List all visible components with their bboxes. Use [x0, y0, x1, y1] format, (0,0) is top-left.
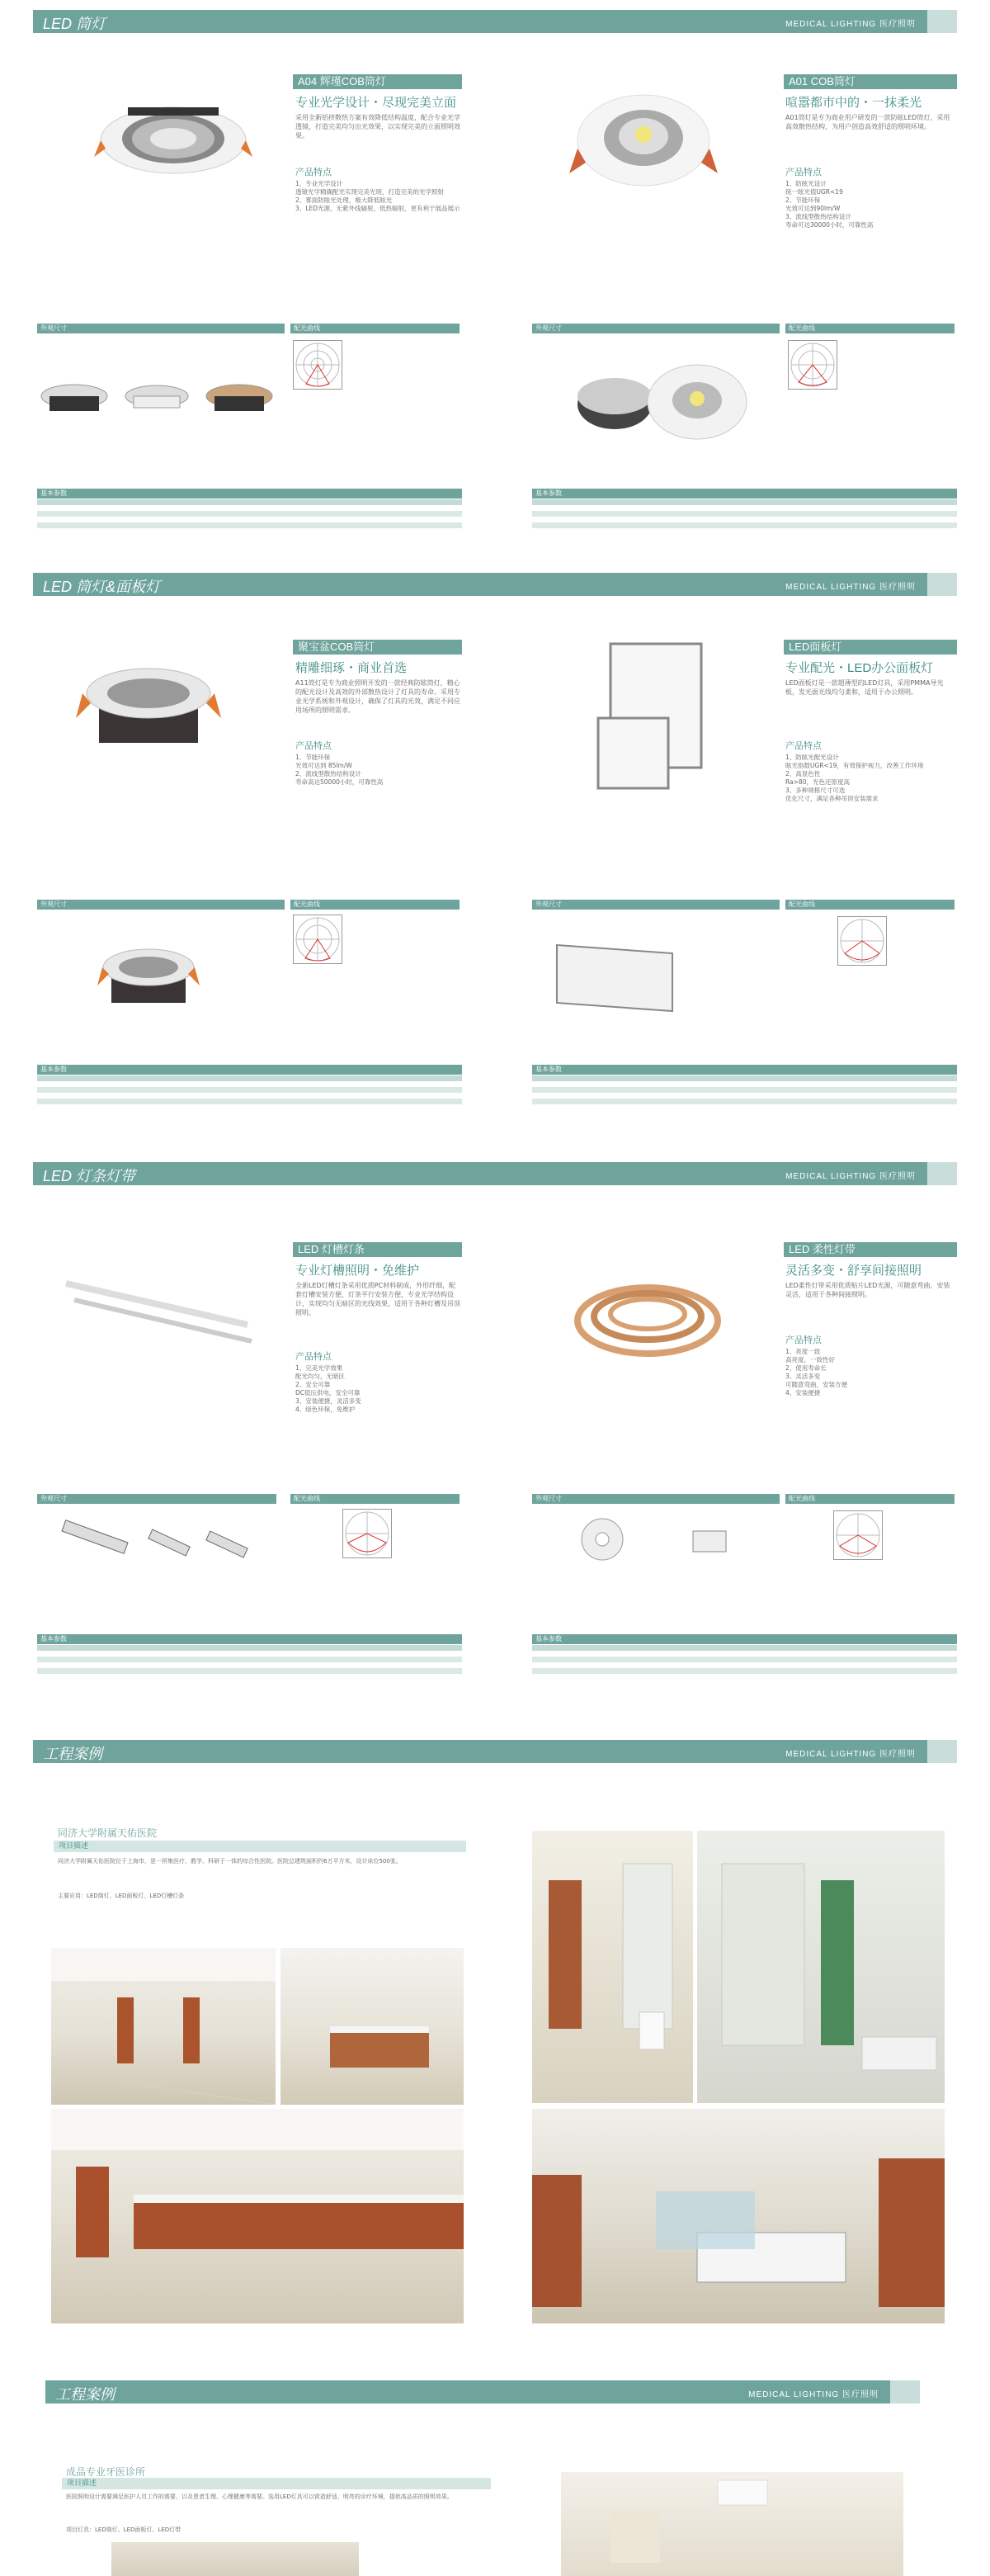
groove-light-bar-image: [58, 1275, 256, 1349]
section-case-dental: [0, 2377, 990, 2576]
product-title-bar: LED 灯槽灯条: [293, 1242, 462, 1257]
features-list: 1、节能环保 光效可达到 85lm/W 2、流线型散热结构设计 寿命高达50000小时，可靠性高: [295, 754, 384, 786]
product-slogan: 喧嚣都市中的・一抹柔光: [785, 96, 922, 110]
band-end-block: [927, 1162, 957, 1185]
downlight-jubaopen-image: [66, 652, 231, 759]
section-downlight: [0, 0, 990, 561]
curve-label: 配光曲线: [785, 324, 955, 333]
param-label: 基本参数: [37, 1634, 462, 1644]
downlight-a01-image: [561, 87, 726, 194]
param-table: [532, 1075, 957, 1110]
section-case-hospital: [0, 1733, 990, 2377]
dimension-label: 外观尺寸: [37, 900, 285, 910]
features-heading: 产品特点: [785, 167, 822, 177]
section-band: [33, 1740, 957, 1763]
light-distribution-curve: [837, 916, 887, 966]
section-subtitle: MEDICAL LIGHTING 医疗照明: [785, 1172, 916, 1181]
param-table: [37, 499, 462, 534]
features-list: 1、完美光学效果 配光均匀，无暗区 2、安全可靠 DC低压供电，安全可靠 3、安装便捷，灵活多变 4、绿色环保，免维护: [295, 1364, 361, 1413]
light-distribution-curve: [833, 1510, 883, 1560]
case-title: 同济大学附属天佑医院: [58, 1827, 158, 1839]
case-photo-reception: [280, 1948, 464, 2105]
features-list: 1、专业光学设计 透镜光学精确配光实现完美光斑，打造完美的光学照射 2、雾面防眩光处理，极大降低眩光 3、LED光源，无紫外线辐射，低热辐射，更有利于展品展示: [295, 180, 460, 212]
dimension-images: [91, 933, 206, 1015]
section-downlight-panel: [0, 561, 990, 1156]
product-description: A01筒灯是专为商业用户研发的一款防眩LED筒灯，采用高效散热结构，为用户创造高效舒适的照明环境。: [785, 114, 950, 130]
features-list: 1、防眩光设计 统一眩光值UGR<19 2、节能环保 光效可达到90lm/W 3、流线型散热结构设计 寿命可达30000小时，可靠性高: [785, 180, 874, 229]
section-subtitle: MEDICAL LIGHTING 医疗照明: [785, 20, 916, 29]
case-description: 同济大学附属天佑医院位于上海市，是一所集医疗、教学、科研于一体的综合性医院。医院总建筑面积约6万平方米，设计床位500张。: [58, 1858, 402, 1865]
features-heading: 产品特点: [785, 1335, 822, 1345]
light-distribution-curve: [293, 340, 342, 390]
dimension-label: 外观尺寸: [37, 1494, 276, 1504]
section-title: 工程案例: [55, 2386, 115, 2403]
dimension-label: 外观尺寸: [532, 900, 780, 910]
param-table: [532, 499, 957, 534]
dimension-label: 外观尺寸: [532, 324, 780, 333]
section-title: 工程案例: [43, 1746, 102, 1762]
product-title-bar: LED面板灯: [784, 640, 957, 655]
features-heading: 产品特点: [295, 167, 332, 177]
case-photo-nurse-station: [51, 2109, 464, 2323]
product-slogan: 专业配光・LED办公面板灯: [785, 661, 934, 675]
light-distribution-curve: [788, 340, 837, 390]
product-description: A11筒灯是专为商业照明开发的一款经典防眩筒灯，精心的配光设计及高效的外部散热设计了灯具的寿命。采用专业光学系统和外观设计，确保了灯具的光效，满足不同应用场所的照明需求。: [295, 679, 460, 714]
light-distribution-curve: [293, 915, 342, 964]
case-title: 成品专业牙医诊所: [66, 2466, 146, 2478]
param-label: 基本参数: [37, 489, 462, 499]
curve-label: 配光曲线: [785, 900, 955, 910]
product-slogan: 专业灯槽照明・免维护: [295, 1264, 420, 1278]
product-title-bar: A04 辉瑾COB筒灯: [293, 74, 462, 89]
section-title: LED 灯条灯带: [43, 1168, 136, 1184]
product-title-bar: 聚宝盆COB筒灯: [293, 640, 462, 655]
section-band: [33, 573, 957, 596]
curve-label: 配光曲线: [290, 324, 460, 333]
panel-light-image: [594, 640, 726, 796]
section-band: [33, 10, 957, 33]
band-end-block: [890, 2380, 920, 2403]
case-photo-corridor: [51, 1948, 276, 2105]
case-fixtures: 主要应用：LED筒灯、LED面板灯、LED灯槽灯条: [58, 1893, 185, 1899]
dimension-images: [37, 376, 276, 421]
features-list: 1、亮度一致 高亮度，一致性好 2、使用寿命长 3、灵活多变 可随意弯曲，安装方便 4、安装便捷: [785, 1348, 847, 1397]
features-heading: 产品特点: [295, 740, 332, 751]
product-description: 采用全新铝挤散热方案有效降低结构温度，配合专业光学透镜，打造完美均匀出光效果，以实现完美的立面照明效果。: [295, 114, 460, 139]
band-end-block: [927, 10, 957, 33]
dimension-label: 外观尺寸: [532, 1494, 780, 1504]
case-photo-ward: [532, 2109, 945, 2323]
product-slogan: 专业光学设计・尽现完美立面: [295, 96, 457, 110]
param-table: [532, 1645, 957, 1674]
curve-label: 配光曲线: [785, 1494, 955, 1504]
curve-label: 配光曲线: [290, 900, 460, 910]
param-table: [37, 1645, 462, 1680]
dimension-images: [58, 1515, 264, 1572]
section-subtitle: MEDICAL LIGHTING 医疗照明: [785, 1750, 916, 1759]
product-title-bar: A01 COB筒灯: [784, 74, 957, 89]
case-photo-washroom: [697, 1831, 945, 2103]
product-title-bar: LED 柔性灯带: [784, 1242, 957, 1257]
case-photo-clinic-left: [111, 2542, 359, 2576]
features-heading: 产品特点: [295, 1351, 332, 1362]
case-subtitle: 项目描述: [62, 2478, 491, 2489]
product-description: LED面板灯是一款超薄型的LED灯具，采用PMMA导光板，发光面光线均匀柔和，适用于办公照明。: [785, 679, 944, 696]
flexible-strip-image: [569, 1271, 726, 1362]
case-photo-clinic-right: [561, 2472, 903, 2576]
dimension-images: [569, 1510, 734, 1585]
product-slogan: 灵活多变・舒享间接照明: [785, 1264, 922, 1278]
product-description: LED柔性灯带采用优质贴片LED光源，可随意弯曲，安装灵活，适用于各种间接照明。: [785, 1282, 950, 1298]
curve-label: 配光曲线: [290, 1494, 460, 1504]
light-distribution-curve: [342, 1509, 392, 1558]
param-label: 基本参数: [532, 489, 957, 499]
param-label: 基本参数: [37, 1065, 462, 1075]
dimension-images: [565, 359, 780, 450]
section-subtitle: MEDICAL LIGHTING 医疗照明: [748, 2390, 879, 2399]
product-description: 全新LED灯槽灯条采用优质PC材料制成，外形纤细，配套灯槽安装方便，灯条平行安装方便，专业光学结构设计，实现均匀无暗区的光线效果，适用于各种灯槽及吊顶照明。: [295, 1282, 460, 1316]
product-slogan: 精雕细琢・商业首选: [295, 661, 408, 675]
dimension-label: 外观尺寸: [37, 324, 285, 333]
downlight-a04-image: [91, 91, 256, 182]
case-subtitle: 项目描述: [54, 1841, 466, 1852]
features-heading: 产品特点: [785, 740, 822, 751]
param-label: 基本参数: [532, 1065, 957, 1075]
section-title: LED 筒灯: [43, 16, 106, 32]
band-end-block: [927, 1740, 957, 1763]
case-photo-bathroom: [532, 1831, 693, 2103]
features-list: 1、防眩光配光设计 眩光指数UGR<19，有效保护视力，改善工作环境 2、高显色性 Ra>80，光色还原度高 3、多种规格尺寸可选 优化尺寸，满足各种吊顶安装需求: [785, 754, 924, 802]
section-band: [45, 2380, 920, 2403]
case-description: 医院照明设计需要满足医护人员工作的需要，以及患者生理、心理健康等需要。选用LED灯具可以营造舒适、明亮的诊疗环境，提供高品质的照明效果。: [66, 2493, 453, 2500]
case-fixtures: 项目灯具：LED筒灯、LED面板灯、LED灯带: [66, 2526, 182, 2533]
section-band: [33, 1162, 957, 1185]
section-strip-lights: [0, 1156, 990, 1733]
section-title: LED 筒灯&面板灯: [43, 579, 161, 595]
band-end-block: [927, 573, 957, 596]
param-label: 基本参数: [532, 1634, 957, 1644]
dimension-images: [549, 937, 681, 1019]
section-subtitle: MEDICAL LIGHTING 医疗照明: [785, 583, 916, 592]
param-table: [37, 1075, 462, 1104]
